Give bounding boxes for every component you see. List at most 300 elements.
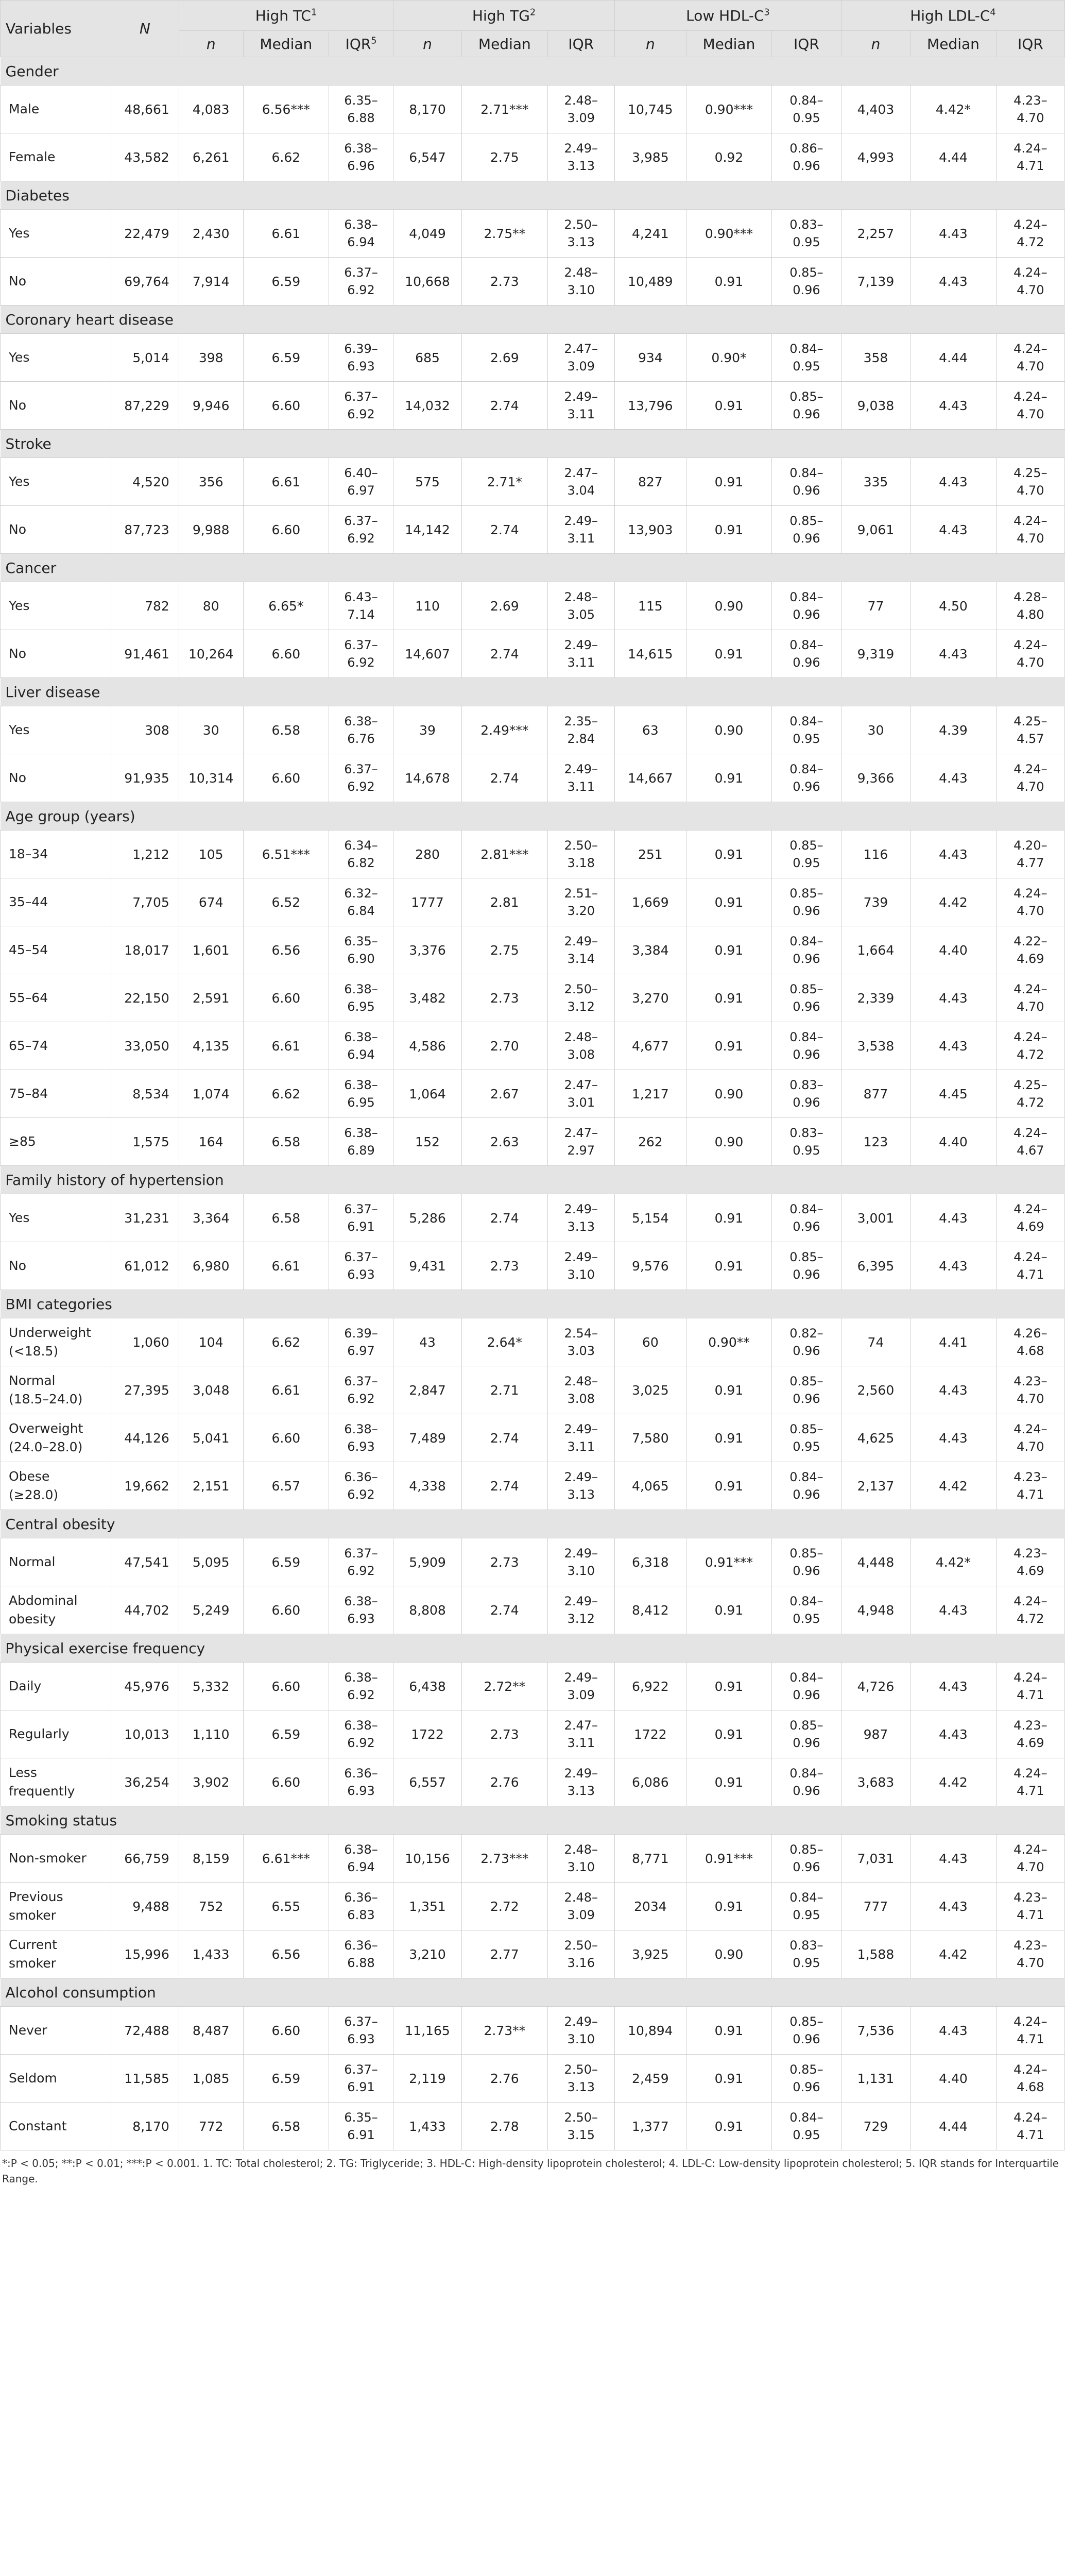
cell-n: 110 — [393, 582, 461, 630]
cell-median: 4.43 — [911, 831, 996, 878]
iqr-lower: 4.23– — [1014, 1374, 1047, 1388]
iqr-upper: 6.95 — [347, 999, 375, 1014]
row-label — [1, 1366, 111, 1414]
iqr-upper: 6.93 — [347, 2032, 375, 2046]
iqr-upper: 6.93 — [347, 359, 375, 374]
iqr-lower: 2.49– — [564, 1422, 598, 1436]
cell-n: 13,903 — [614, 506, 686, 554]
cell-median: 0.91 — [686, 1883, 771, 1930]
cell-iqr — [772, 1586, 841, 1634]
cell-total-n: 36,254 — [111, 1758, 179, 1806]
cell-iqr — [996, 1586, 1064, 1634]
cell-median: 4.43 — [911, 630, 996, 678]
row-label — [1, 1586, 111, 1634]
iqr-lower: 6.38– — [344, 141, 378, 156]
row-label-line: Obese — [9, 1469, 50, 1484]
row-label-line: smoker — [9, 1956, 56, 1971]
cell-total-n: 44,702 — [111, 1586, 179, 1634]
iqr-lower: 6.37– — [344, 514, 378, 528]
iqr-upper: 0.96 — [793, 531, 820, 546]
table-body — [1, 57, 1065, 2150]
cell-n: 11,165 — [393, 2007, 461, 2055]
iqr-upper: 4.71 — [1017, 2128, 1044, 2142]
row-label — [1, 1883, 111, 1930]
cell-iqr — [996, 1318, 1064, 1366]
cell-iqr — [772, 706, 841, 754]
iqr-lower: 0.84– — [789, 342, 823, 356]
iqr-upper: 3.18 — [567, 856, 595, 870]
cell-iqr — [547, 582, 614, 630]
cell-median: 6.62 — [243, 133, 329, 181]
iqr-upper: 4.70 — [1017, 483, 1044, 498]
iqr-lower: 0.84– — [789, 1030, 823, 1044]
iqr-upper: 4.70 — [1017, 779, 1044, 794]
cell-n: 13,796 — [614, 382, 686, 430]
cell-n: 4,241 — [614, 210, 686, 258]
iqr-lower: 4.24– — [1014, 141, 1047, 156]
cell-total-n: 91,461 — [111, 630, 179, 678]
cell-iqr — [329, 1835, 393, 1883]
cell-median: 0.90 — [686, 1118, 771, 1166]
cell-iqr — [329, 1242, 393, 1290]
iqr-upper: 6.94 — [347, 1860, 375, 1874]
table-row — [1, 1663, 1065, 1710]
iqr-upper: 0.95 — [793, 1612, 820, 1626]
cell-median: 2.73 — [462, 974, 547, 1022]
cell-iqr — [772, 1538, 841, 1586]
row-label — [1, 258, 111, 306]
iqr-lower: 0.85– — [789, 982, 823, 996]
cell-n: 4,135 — [179, 1022, 243, 1070]
iqr-lower: 0.85– — [789, 265, 823, 280]
cell-n: 4,403 — [841, 86, 911, 133]
cell-n: 2034 — [614, 1883, 686, 1930]
iqr-lower: 2.49– — [564, 1766, 598, 1781]
cell-n: 3,376 — [393, 926, 461, 974]
iqr-lower: 4.24– — [1014, 217, 1047, 232]
cell-n: 1,377 — [614, 2103, 686, 2150]
iqr-lower: 2.48– — [564, 1030, 598, 1044]
cell-iqr — [996, 1070, 1064, 1118]
iqr-lower: 6.38– — [344, 1670, 378, 1685]
iqr-upper: 4.67 — [1017, 1143, 1044, 1158]
row-label-line: Regularly — [9, 1726, 70, 1741]
row-label-line: (≥28.0) — [9, 1487, 59, 1502]
cell-median: 4.43 — [911, 1194, 996, 1242]
iqr-lower: 4.24– — [1014, 982, 1047, 996]
iqr-upper: 6.92 — [347, 1736, 375, 1750]
cell-iqr — [772, 1070, 841, 1118]
row-label-line: No — [9, 770, 26, 785]
row-label-line: Normal — [9, 1554, 56, 1569]
iqr-lower: 0.85– — [789, 838, 823, 853]
table-row — [1, 458, 1065, 506]
cell-median: 2.74 — [462, 754, 547, 802]
iqr-lower: 0.84– — [789, 1202, 823, 1216]
cell-median: 6.58 — [243, 1118, 329, 1166]
cell-iqr — [996, 1758, 1064, 1806]
cell-median: 0.91 — [686, 878, 771, 926]
iqr-upper: 6.95 — [347, 1095, 375, 1110]
cell-median: 6.51*** — [243, 831, 329, 878]
row-label-line: obesity — [9, 1612, 56, 1626]
iqr-lower: 2.51– — [564, 886, 598, 901]
cell-median: 2.81 — [462, 878, 547, 926]
iqr-lower: 6.37– — [344, 1546, 378, 1561]
cell-n: 1,664 — [841, 926, 911, 974]
iqr-upper: 6.96 — [347, 159, 375, 173]
cell-median: 0.91 — [686, 258, 771, 306]
iqr-upper: 3.09 — [567, 1688, 595, 1702]
cell-iqr — [996, 974, 1064, 1022]
iqr-lower: 6.38– — [344, 217, 378, 232]
cell-median: 2.69 — [462, 334, 547, 382]
cell-iqr — [329, 1366, 393, 1414]
iqr-upper: 4.68 — [1017, 2080, 1044, 2094]
cell-median: 0.91 — [686, 2103, 771, 2150]
iqr-lower: 6.38– — [344, 982, 378, 996]
cell-iqr — [547, 382, 614, 430]
cell-n: 7,139 — [841, 258, 911, 306]
cell-median: 4.43 — [911, 974, 996, 1022]
cell-median: 2.76 — [462, 1758, 547, 1806]
cell-n: 6,557 — [393, 1758, 461, 1806]
cell-median: 0.90 — [686, 706, 771, 754]
iqr-upper: 6.92 — [347, 1688, 375, 1702]
cell-n: 14,032 — [393, 382, 461, 430]
table-row — [1, 1366, 1065, 1414]
iqr-lower: 4.23– — [1014, 93, 1047, 108]
iqr-upper: 6.92 — [347, 779, 375, 794]
table-row — [1, 1930, 1065, 1978]
iqr-lower: 6.34– — [344, 838, 378, 853]
cell-median: 4.40 — [911, 926, 996, 974]
iqr-lower: 2.49– — [564, 1202, 598, 1216]
cell-n: 3,925 — [614, 1930, 686, 1978]
cell-total-n: 66,759 — [111, 1835, 179, 1883]
cell-median: 0.91 — [686, 1022, 771, 1070]
iqr-upper: 4.70 — [1017, 1956, 1044, 1970]
iqr-lower: 2.48– — [564, 1890, 598, 1905]
row-label — [1, 382, 111, 430]
cell-median: 6.60 — [243, 1758, 329, 1806]
cell-n: 4,586 — [393, 1022, 461, 1070]
iqr-upper: 3.04 — [567, 483, 595, 498]
cell-n: 4,448 — [841, 1538, 911, 1586]
cell-iqr — [547, 334, 614, 382]
cell-n: 63 — [614, 706, 686, 754]
table-row — [1, 878, 1065, 926]
cell-iqr — [996, 630, 1064, 678]
cell-median: 0.91*** — [686, 1835, 771, 1883]
iqr-upper: 0.96 — [793, 483, 820, 498]
cell-total-n: 44,126 — [111, 1414, 179, 1462]
cell-median: 0.90*** — [686, 210, 771, 258]
cell-median: 6.52 — [243, 878, 329, 926]
iqr-upper: 0.96 — [793, 1219, 820, 1234]
table-row — [1, 1710, 1065, 1758]
header-total-n: N — [111, 1, 179, 57]
iqr-upper: 0.96 — [793, 607, 820, 622]
cell-n: 4,948 — [841, 1586, 911, 1634]
iqr-upper: 3.11 — [567, 531, 595, 546]
section-title: Liver disease — [1, 678, 1065, 706]
iqr-upper: 4.69 — [1017, 1219, 1044, 1234]
cell-n: 3,025 — [614, 1366, 686, 1414]
cell-median: 2.75** — [462, 210, 547, 258]
section-header-row — [1, 181, 1065, 210]
iqr-lower: 4.23– — [1014, 1718, 1047, 1733]
cell-iqr — [772, 1710, 841, 1758]
iqr-upper: 0.96 — [793, 1860, 820, 1874]
cell-n: 2,847 — [393, 1366, 461, 1414]
row-label — [1, 1194, 111, 1242]
iqr-upper: 6.92 — [347, 655, 375, 670]
iqr-lower: 2.54– — [564, 1326, 598, 1341]
iqr-lower: 4.24– — [1014, 1842, 1047, 1857]
cell-iqr — [772, 382, 841, 430]
iqr-upper: 6.91 — [347, 1219, 375, 1234]
cell-n: 3,048 — [179, 1366, 243, 1414]
iqr-upper: 2.97 — [567, 1143, 595, 1158]
cell-iqr — [772, 1318, 841, 1366]
iqr-lower: 6.35– — [344, 934, 378, 948]
cell-iqr — [772, 1883, 841, 1930]
row-label-line: Constant — [9, 2119, 67, 2133]
cell-total-n: 22,150 — [111, 974, 179, 1022]
cell-n: 9,431 — [393, 1242, 461, 1290]
cell-median: 6.61 — [243, 210, 329, 258]
iqr-upper: 3.13 — [567, 1784, 595, 1798]
cell-iqr — [996, 2055, 1064, 2103]
section-title: Alcohol consumption — [1, 1978, 1065, 2007]
cell-n: 6,086 — [614, 1758, 686, 1806]
iqr-lower: 6.38– — [344, 1594, 378, 1608]
row-label-line: Yes — [9, 1210, 30, 1225]
row-label — [1, 1930, 111, 1978]
row-label-line: 75–84 — [9, 1086, 48, 1101]
cell-median: 4.42 — [911, 1930, 996, 1978]
cell-n: 3,683 — [841, 1758, 911, 1806]
section-header-row — [1, 1806, 1065, 1835]
cell-median: 4.40 — [911, 2055, 996, 2103]
iqr-lower: 0.84– — [789, 1670, 823, 1685]
cell-median: 4.42* — [911, 86, 996, 133]
table-row — [1, 1883, 1065, 1930]
row-label-line: (<18.5) — [9, 1344, 59, 1359]
cell-median: 6.55 — [243, 1883, 329, 1930]
iqr-upper: 0.96 — [793, 1095, 820, 1110]
table-row — [1, 1462, 1065, 1510]
iqr-lower: 2.49– — [564, 389, 598, 404]
cell-iqr — [329, 831, 393, 878]
cell-n: 6,922 — [614, 1663, 686, 1710]
iqr-lower: 2.49– — [564, 762, 598, 776]
cell-n: 1,601 — [179, 926, 243, 974]
section-title: BMI categories — [1, 1290, 1065, 1318]
iqr-lower: 4.25– — [1014, 714, 1047, 728]
iqr-upper: 0.96 — [793, 1688, 820, 1702]
cell-n: 4,726 — [841, 1663, 911, 1710]
cell-iqr — [547, 1366, 614, 1414]
iqr-upper: 6.82 — [347, 856, 375, 870]
cell-iqr — [547, 458, 614, 506]
row-label-line: Current — [9, 1937, 57, 1952]
iqr-upper: 6.92 — [347, 1392, 375, 1406]
iqr-upper: 4.77 — [1017, 856, 1044, 870]
iqr-lower: 6.35– — [344, 2110, 378, 2125]
row-label-line: Overweight — [9, 1421, 83, 1436]
iqr-lower: 2.49– — [564, 638, 598, 652]
cell-total-n: 45,976 — [111, 1663, 179, 1710]
row-label — [1, 582, 111, 630]
cell-iqr — [329, 334, 393, 382]
cell-median: 6.59 — [243, 258, 329, 306]
cell-median: 6.61 — [243, 1242, 329, 1290]
iqr-lower: 4.23– — [1014, 1890, 1047, 1905]
cell-total-n: 308 — [111, 706, 179, 754]
header-n: n — [614, 31, 686, 57]
iqr-lower: 6.38– — [344, 1126, 378, 1140]
iqr-lower: 6.36– — [344, 1766, 378, 1781]
iqr-upper: 0.95 — [793, 359, 820, 374]
cell-n: 987 — [841, 1710, 911, 1758]
iqr-lower: 2.48– — [564, 1374, 598, 1388]
iqr-upper: 0.96 — [793, 904, 820, 918]
cell-median: 4.45 — [911, 1070, 996, 1118]
cell-n: 1,669 — [614, 878, 686, 926]
cell-iqr — [772, 1414, 841, 1462]
cell-n: 262 — [614, 1118, 686, 1166]
iqr-upper: 3.20 — [567, 904, 595, 918]
cell-iqr — [996, 1366, 1064, 1414]
cell-iqr — [547, 754, 614, 802]
section-title: Family history of hypertension — [1, 1166, 1065, 1194]
cell-n: 6,980 — [179, 1242, 243, 1290]
iqr-lower: 2.47– — [564, 1718, 598, 1733]
cell-n: 164 — [179, 1118, 243, 1166]
cell-median: 0.91 — [686, 1414, 771, 1462]
cell-n: 105 — [179, 831, 243, 878]
table-row — [1, 1022, 1065, 1070]
cell-n: 1,433 — [179, 1930, 243, 1978]
iqr-lower: 4.24– — [1014, 1766, 1047, 1781]
cell-n: 1777 — [393, 878, 461, 926]
cell-n: 3,384 — [614, 926, 686, 974]
cell-median: 2.69 — [462, 582, 547, 630]
cell-median: 0.91 — [686, 1663, 771, 1710]
iqr-lower: 2.50– — [564, 217, 598, 232]
cell-n: 5,041 — [179, 1414, 243, 1462]
section-title: Diabetes — [1, 181, 1065, 210]
iqr-lower: 6.37– — [344, 762, 378, 776]
row-label-line: ≥85 — [9, 1134, 36, 1149]
cell-total-n: 5,014 — [111, 334, 179, 382]
cell-iqr — [547, 1930, 614, 1978]
iqr-upper: 3.13 — [567, 2080, 595, 2094]
cell-n: 9,576 — [614, 1242, 686, 1290]
cell-median: 4.43 — [911, 1663, 996, 1710]
cell-total-n: 9,488 — [111, 1883, 179, 1930]
cell-median: 2.64* — [462, 1318, 547, 1366]
cell-median: 0.91 — [686, 1366, 771, 1414]
iqr-lower: 6.37– — [344, 265, 378, 280]
section-header-row — [1, 554, 1065, 582]
iqr-lower: 0.84– — [789, 1766, 823, 1781]
row-label — [1, 458, 111, 506]
iqr-lower: 4.24– — [1014, 514, 1047, 528]
cell-median: 6.60 — [243, 1586, 329, 1634]
row-label — [1, 1538, 111, 1586]
cell-iqr — [329, 1022, 393, 1070]
row-label-line: Yes — [9, 226, 30, 241]
cell-iqr — [772, 2103, 841, 2150]
cell-n: 2,430 — [179, 210, 243, 258]
iqr-lower: 0.84– — [789, 714, 823, 728]
row-label-line: smoker — [9, 1908, 56, 1923]
iqr-lower: 4.26– — [1014, 1326, 1047, 1341]
cell-n: 7,580 — [614, 1414, 686, 1462]
cell-iqr — [772, 582, 841, 630]
cell-median: 0.91 — [686, 926, 771, 974]
iqr-upper: 0.95 — [793, 1439, 820, 1454]
iqr-upper: 6.92 — [347, 531, 375, 546]
iqr-upper: 4.70 — [1017, 1392, 1044, 1406]
cell-n: 74 — [841, 1318, 911, 1366]
cell-n: 14,142 — [393, 506, 461, 554]
row-label-line: No — [9, 646, 26, 661]
section-header-row — [1, 678, 1065, 706]
cell-iqr — [996, 1710, 1064, 1758]
cell-total-n: 47,541 — [111, 1538, 179, 1586]
iqr-upper: 3.10 — [567, 1564, 595, 1578]
cell-n: 10,156 — [393, 1835, 461, 1883]
iqr-lower: 0.83– — [789, 217, 823, 232]
iqr-lower: 4.24– — [1014, 342, 1047, 356]
iqr-upper: 4.71 — [1017, 1784, 1044, 1798]
table-row — [1, 86, 1065, 133]
iqr-lower: 6.32– — [344, 886, 378, 901]
iqr-upper: 4.70 — [1017, 655, 1044, 670]
iqr-upper: 4.80 — [1017, 607, 1044, 622]
cell-median: 2.71* — [462, 458, 547, 506]
cell-n: 14,678 — [393, 754, 461, 802]
cell-n: 14,615 — [614, 630, 686, 678]
cell-iqr — [547, 1118, 614, 1166]
cell-iqr — [329, 1118, 393, 1166]
iqr-upper: 4.70 — [1017, 359, 1044, 374]
iqr-upper: 0.96 — [793, 1487, 820, 1502]
cell-iqr — [772, 926, 841, 974]
cell-n: 43 — [393, 1318, 461, 1366]
cell-median: 0.91 — [686, 2055, 771, 2103]
iqr-upper: 3.13 — [567, 1219, 595, 1234]
iqr-upper: 3.01 — [567, 1095, 595, 1110]
cell-iqr — [772, 86, 841, 133]
cell-median: 2.81*** — [462, 831, 547, 878]
cell-median: 2.49*** — [462, 706, 547, 754]
cell-n: 1,588 — [841, 1930, 911, 1978]
cell-iqr — [996, 1462, 1064, 1510]
section-title: Gender — [1, 57, 1065, 86]
header-iqr: IQR$^5$ — [329, 31, 393, 57]
cell-n: 877 — [841, 1070, 911, 1118]
cell-median: 0.91 — [686, 506, 771, 554]
cell-n: 104 — [179, 1318, 243, 1366]
cell-iqr — [329, 2055, 393, 2103]
cell-n: 30 — [179, 706, 243, 754]
cell-total-n: 18,017 — [111, 926, 179, 974]
